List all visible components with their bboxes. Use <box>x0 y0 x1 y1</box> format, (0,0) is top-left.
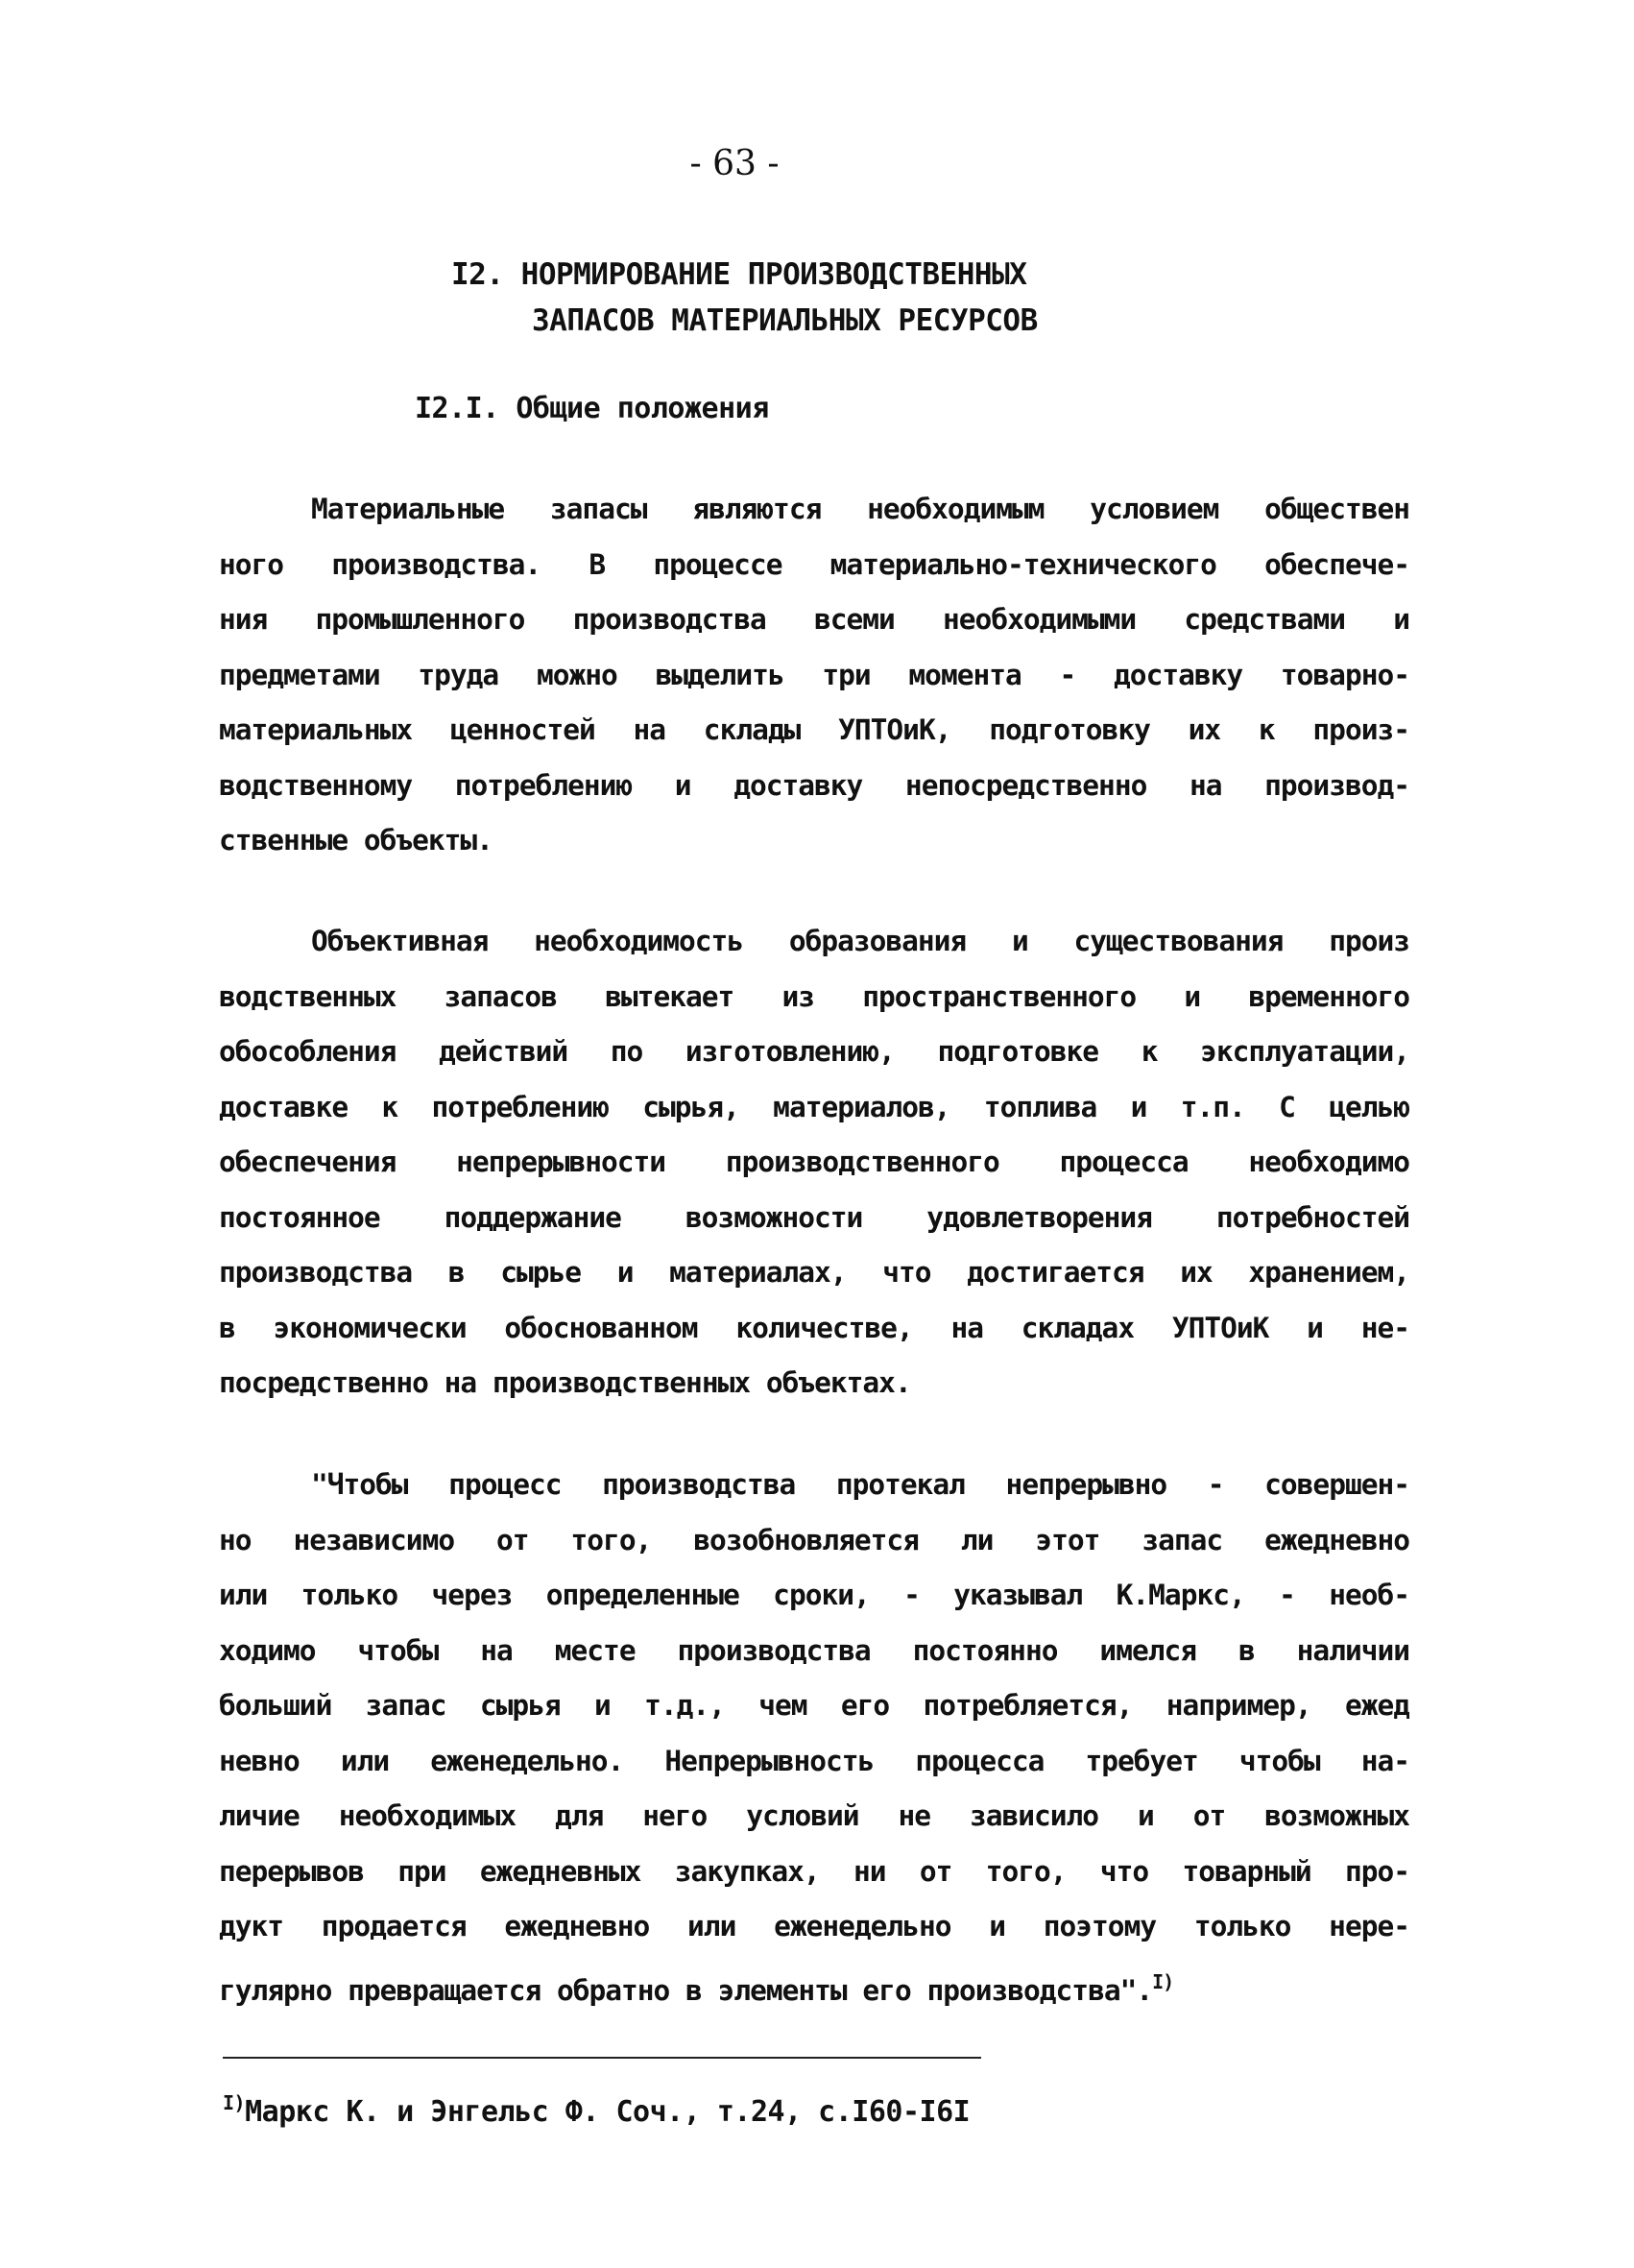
text-line-with-footnote-ref <box>219 1955 1409 2019</box>
text-line: больший запас сырья и т.д., чем его потребляется, например, ежед <box>219 1689 1409 1722</box>
text-line: обеспечения непрерывности производственного процесса необходимо <box>219 1146 1409 1178</box>
text-line: обособления действий по изготовлению, подготовке к эксплуатации, <box>219 1035 1409 1068</box>
chapter-title <box>451 252 1277 344</box>
footnote-text: Маркс К. и Энгельс Ф. Соч., т.24, с.I60-I6I <box>245 2095 971 2129</box>
text-line: материальных ценностей на склады УПТОиК, подготовку их к произ- <box>219 713 1409 746</box>
page-number: - 63 - <box>689 144 780 183</box>
text-line: невно или еженедельно. Непрерывность процесса требует чтобы на- <box>219 1744 1409 1777</box>
footnote-divider <box>223 2057 981 2059</box>
text-line: в экономически обоснованном количестве, на складах УПТОиК и не- <box>219 1311 1409 1344</box>
text-line: дукт продается ежедневно или еженедельно и поэтому только нере- <box>219 1910 1409 1942</box>
text-line: ния промышленного производства всеми необходимыми средствами и <box>219 603 1409 636</box>
text-line: но независимо от того, возобновляется ли этот запас ежедневно <box>219 1523 1409 1556</box>
footnote-marker: I) <box>223 2091 246 2114</box>
text-line: ственные объекты. <box>219 824 493 857</box>
text-line: водственному потреблению и доставку непосредственно на производ- <box>219 768 1409 802</box>
footnote <box>223 2091 970 2129</box>
text-line: перерывов при ежедневных закупках, ни от того, что товарный про- <box>219 1854 1409 1888</box>
chapter-title-line-2: ЗАПАСОВ МАТЕРИАЛЬНЫХ РЕСУРСОВ <box>532 303 1038 338</box>
text-line: водственных запасов вытекает из пространственного и временного <box>219 979 1409 1013</box>
text-line: гулярно превращается обратно в элементы его производства". <box>219 1973 1153 2007</box>
chapter-title-line-1: I2. НОРМИРОВАНИЕ ПРОИЗВОДСТВЕННЫХ <box>451 257 1027 292</box>
paragraph-2 <box>219 914 1409 1411</box>
text-line: "Чтобы процесс производства протекал непрерывно - совершен- <box>311 1468 1409 1501</box>
text-line: постоянное поддержание возможности удовлетворения потребностей <box>219 1200 1409 1234</box>
text-line: ходимо чтобы на месте производства постоянно имелся в наличии <box>219 1633 1409 1667</box>
paragraph-3-quote <box>219 1458 1409 2018</box>
text-line: посредственно на производственных объектах. <box>219 1366 911 1399</box>
text-line: или только через определенные сроки, - указывал К.Маркс, - необ- <box>219 1579 1409 1611</box>
text-line: Объективная необходимость образования и существования произ <box>311 925 1409 957</box>
paragraph-1 <box>219 482 1409 869</box>
text-line: личие необходимых для него условий не зависило и от возможных <box>219 1799 1409 1832</box>
section-title: I2.I. Общие положения <box>415 392 769 425</box>
text-line: доставке к потреблению сырья, материалов, топлива и т.п. С целью <box>219 1090 1409 1123</box>
text-line: предметами труда можно выделить три момента - доставку товарно- <box>219 658 1409 691</box>
text-line: производства в сырье и материалах, что достигается их хранением, <box>219 1256 1409 1289</box>
footnote-reference: I) <box>1152 1969 1174 1993</box>
text-line: Материальные запасы являются необходимым условием обществен <box>311 493 1409 525</box>
text-line: ного производства. В процессе материально-технического обеспече- <box>219 547 1409 581</box>
